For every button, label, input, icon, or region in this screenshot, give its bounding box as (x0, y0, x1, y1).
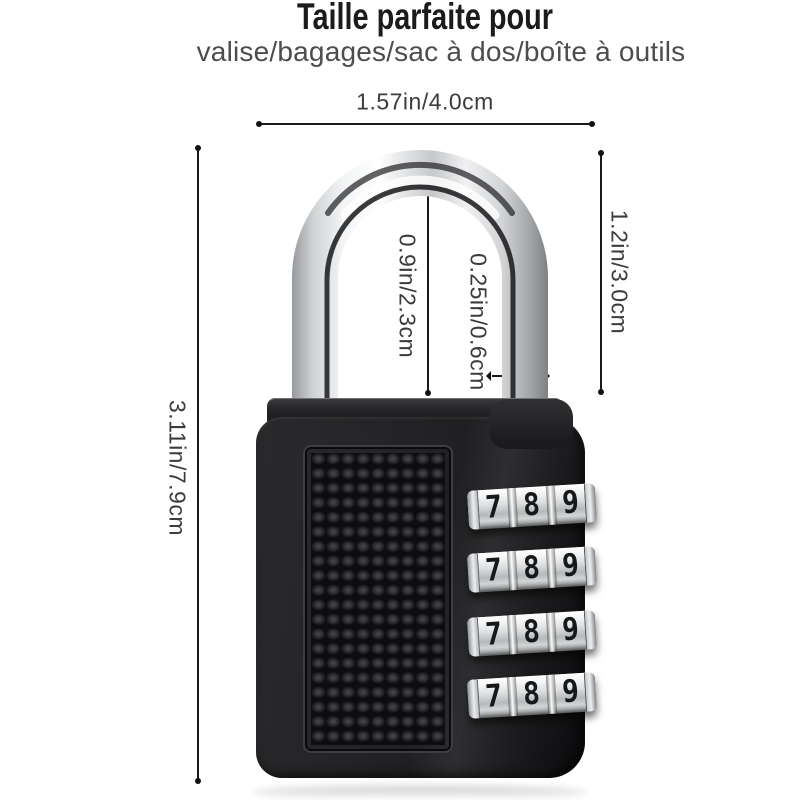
dial-digit: 7 (484, 677, 504, 715)
dial-end-cap (584, 610, 597, 650)
dial-end-cap (467, 617, 480, 657)
dial-end-cap (467, 553, 480, 593)
dial-ridge (545, 613, 556, 652)
combination-dial-2 (467, 546, 597, 593)
dial-digit: 7 (484, 488, 504, 526)
combination-dial-3 (467, 610, 597, 657)
page-subtitle: valise/bagages/sac à dos/boîte à outils (196, 36, 686, 67)
dial-digit: 8 (522, 613, 542, 651)
dial-digit: 7 (484, 551, 504, 589)
dial-digit: 8 (522, 549, 542, 587)
dim-label-shackle-height: 1.2in/3.0cm (606, 209, 633, 335)
texture-panel (303, 445, 453, 753)
dim-label-total-width: 1.57in/4.0cm (356, 88, 494, 115)
dim-label-shackle-thickness: 0.25in/0.6cm (465, 253, 492, 391)
dial-ridge (545, 486, 556, 525)
dial-digit: 7 (484, 615, 504, 653)
dial-digit: 9 (560, 673, 580, 711)
dial-ridge (545, 675, 556, 714)
dial-end-cap (467, 679, 480, 719)
dial-digit: 8 (522, 486, 542, 524)
dial-digit: 9 (560, 611, 580, 649)
dial-end-cap (584, 483, 597, 523)
combination-dial-4 (467, 672, 597, 719)
dial-digit: 9 (560, 484, 580, 522)
dial-digit: 8 (522, 675, 542, 713)
dial-end-cap (467, 490, 480, 530)
dial-end-cap (584, 546, 597, 586)
dial-end-cap (584, 672, 597, 712)
dial-ridge (545, 549, 556, 588)
dim-label-total-height: 3.11in/7.9cm (164, 400, 191, 536)
shackle-collar (489, 399, 573, 449)
dial-digit: 9 (560, 547, 580, 585)
combination-dial-1 (467, 483, 597, 530)
dim-label-shackle-inner-height: 0.9in/2.3cm (394, 233, 421, 359)
page-title: Taille parfaite pour (296, 0, 554, 37)
